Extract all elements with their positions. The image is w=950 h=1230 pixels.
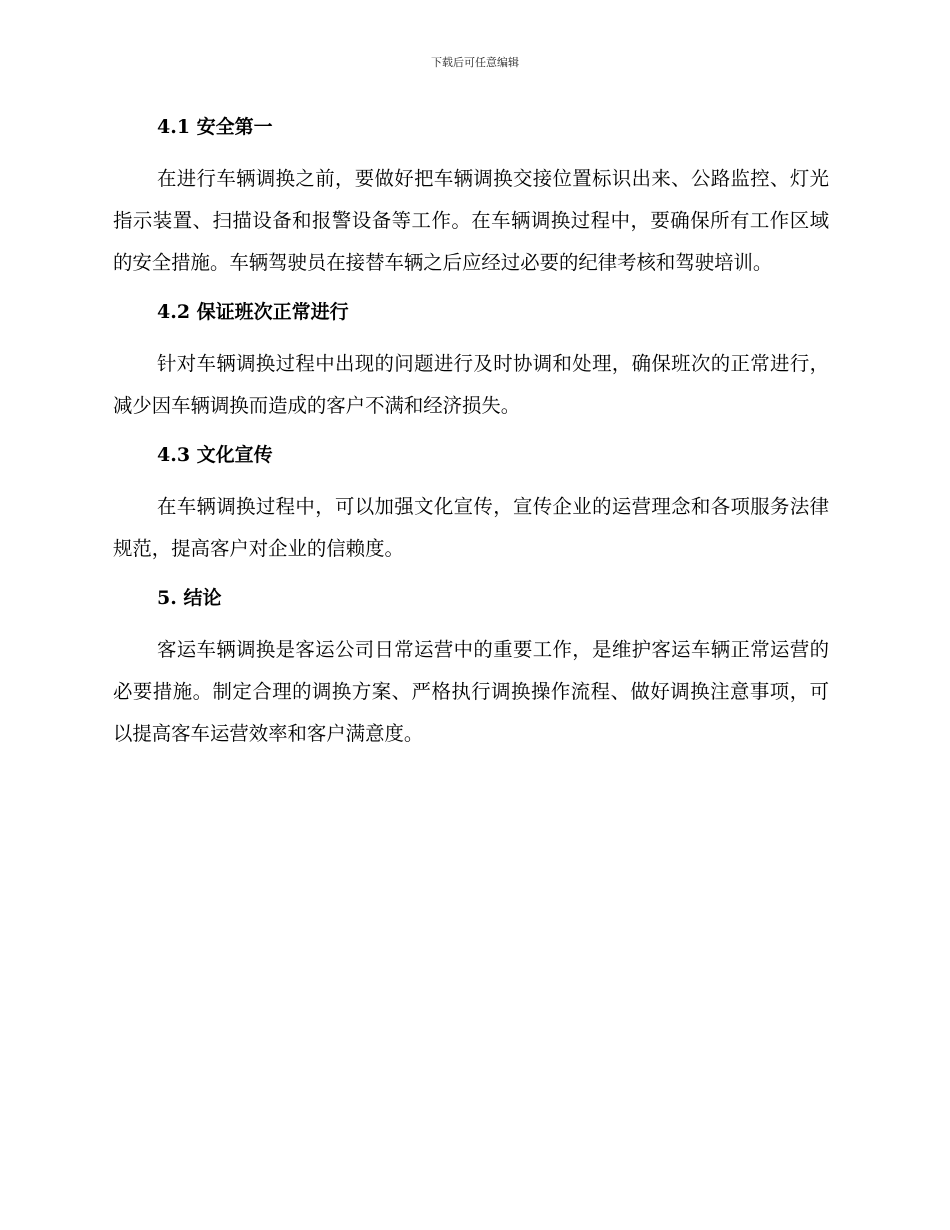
section-safety-first: [113, 110, 829, 295]
section-heading: 4.2 保证班次正常进行: [157, 301, 349, 323]
section-heading: 5. 结论: [157, 587, 222, 609]
section-paragraph: 针对车辆调换过程中出现的问题进行及时协调和处理，确保班次的正常进行，减少因车辆调换而造成的客户不满和经济损失。: [113, 352, 829, 417]
section-conclusion: [113, 581, 829, 755]
section-paragraph: 在车辆调换过程中，可以加强文化宣传，宣传企业的运营理念和各项服务法律规范，提高客户对企业的信赖度。: [113, 495, 829, 560]
section-paragraph: 在进行车辆调换之前，要做好把车辆调换交接位置标识出来、公路监控、灯光指示装置、扫描设备和报警设备等工作。在车辆调换过程中，要确保所有工作区域的安全措施。车辆驾驶员在接替车辆之后应经过必要的纪律考核和驾驶培训。: [113, 167, 829, 274]
section-heading: 4.3 文化宣传: [157, 444, 273, 466]
section-culture-promotion: [113, 438, 829, 581]
page-header-note: 下载后可任意编辑: [431, 56, 519, 69]
section-paragraph: 客运车辆调换是客运公司日常运营中的重要工作，是维护客运车辆正常运营的必要措施。制定合理的调换方案、严格执行调换操作流程、做好调换注意事项，可以提高客车运营效率和客户满意度。: [113, 638, 829, 745]
section-heading: 4.1 安全第一: [157, 116, 273, 138]
document-body: [113, 110, 829, 755]
section-schedule-guarantee: [113, 295, 829, 438]
